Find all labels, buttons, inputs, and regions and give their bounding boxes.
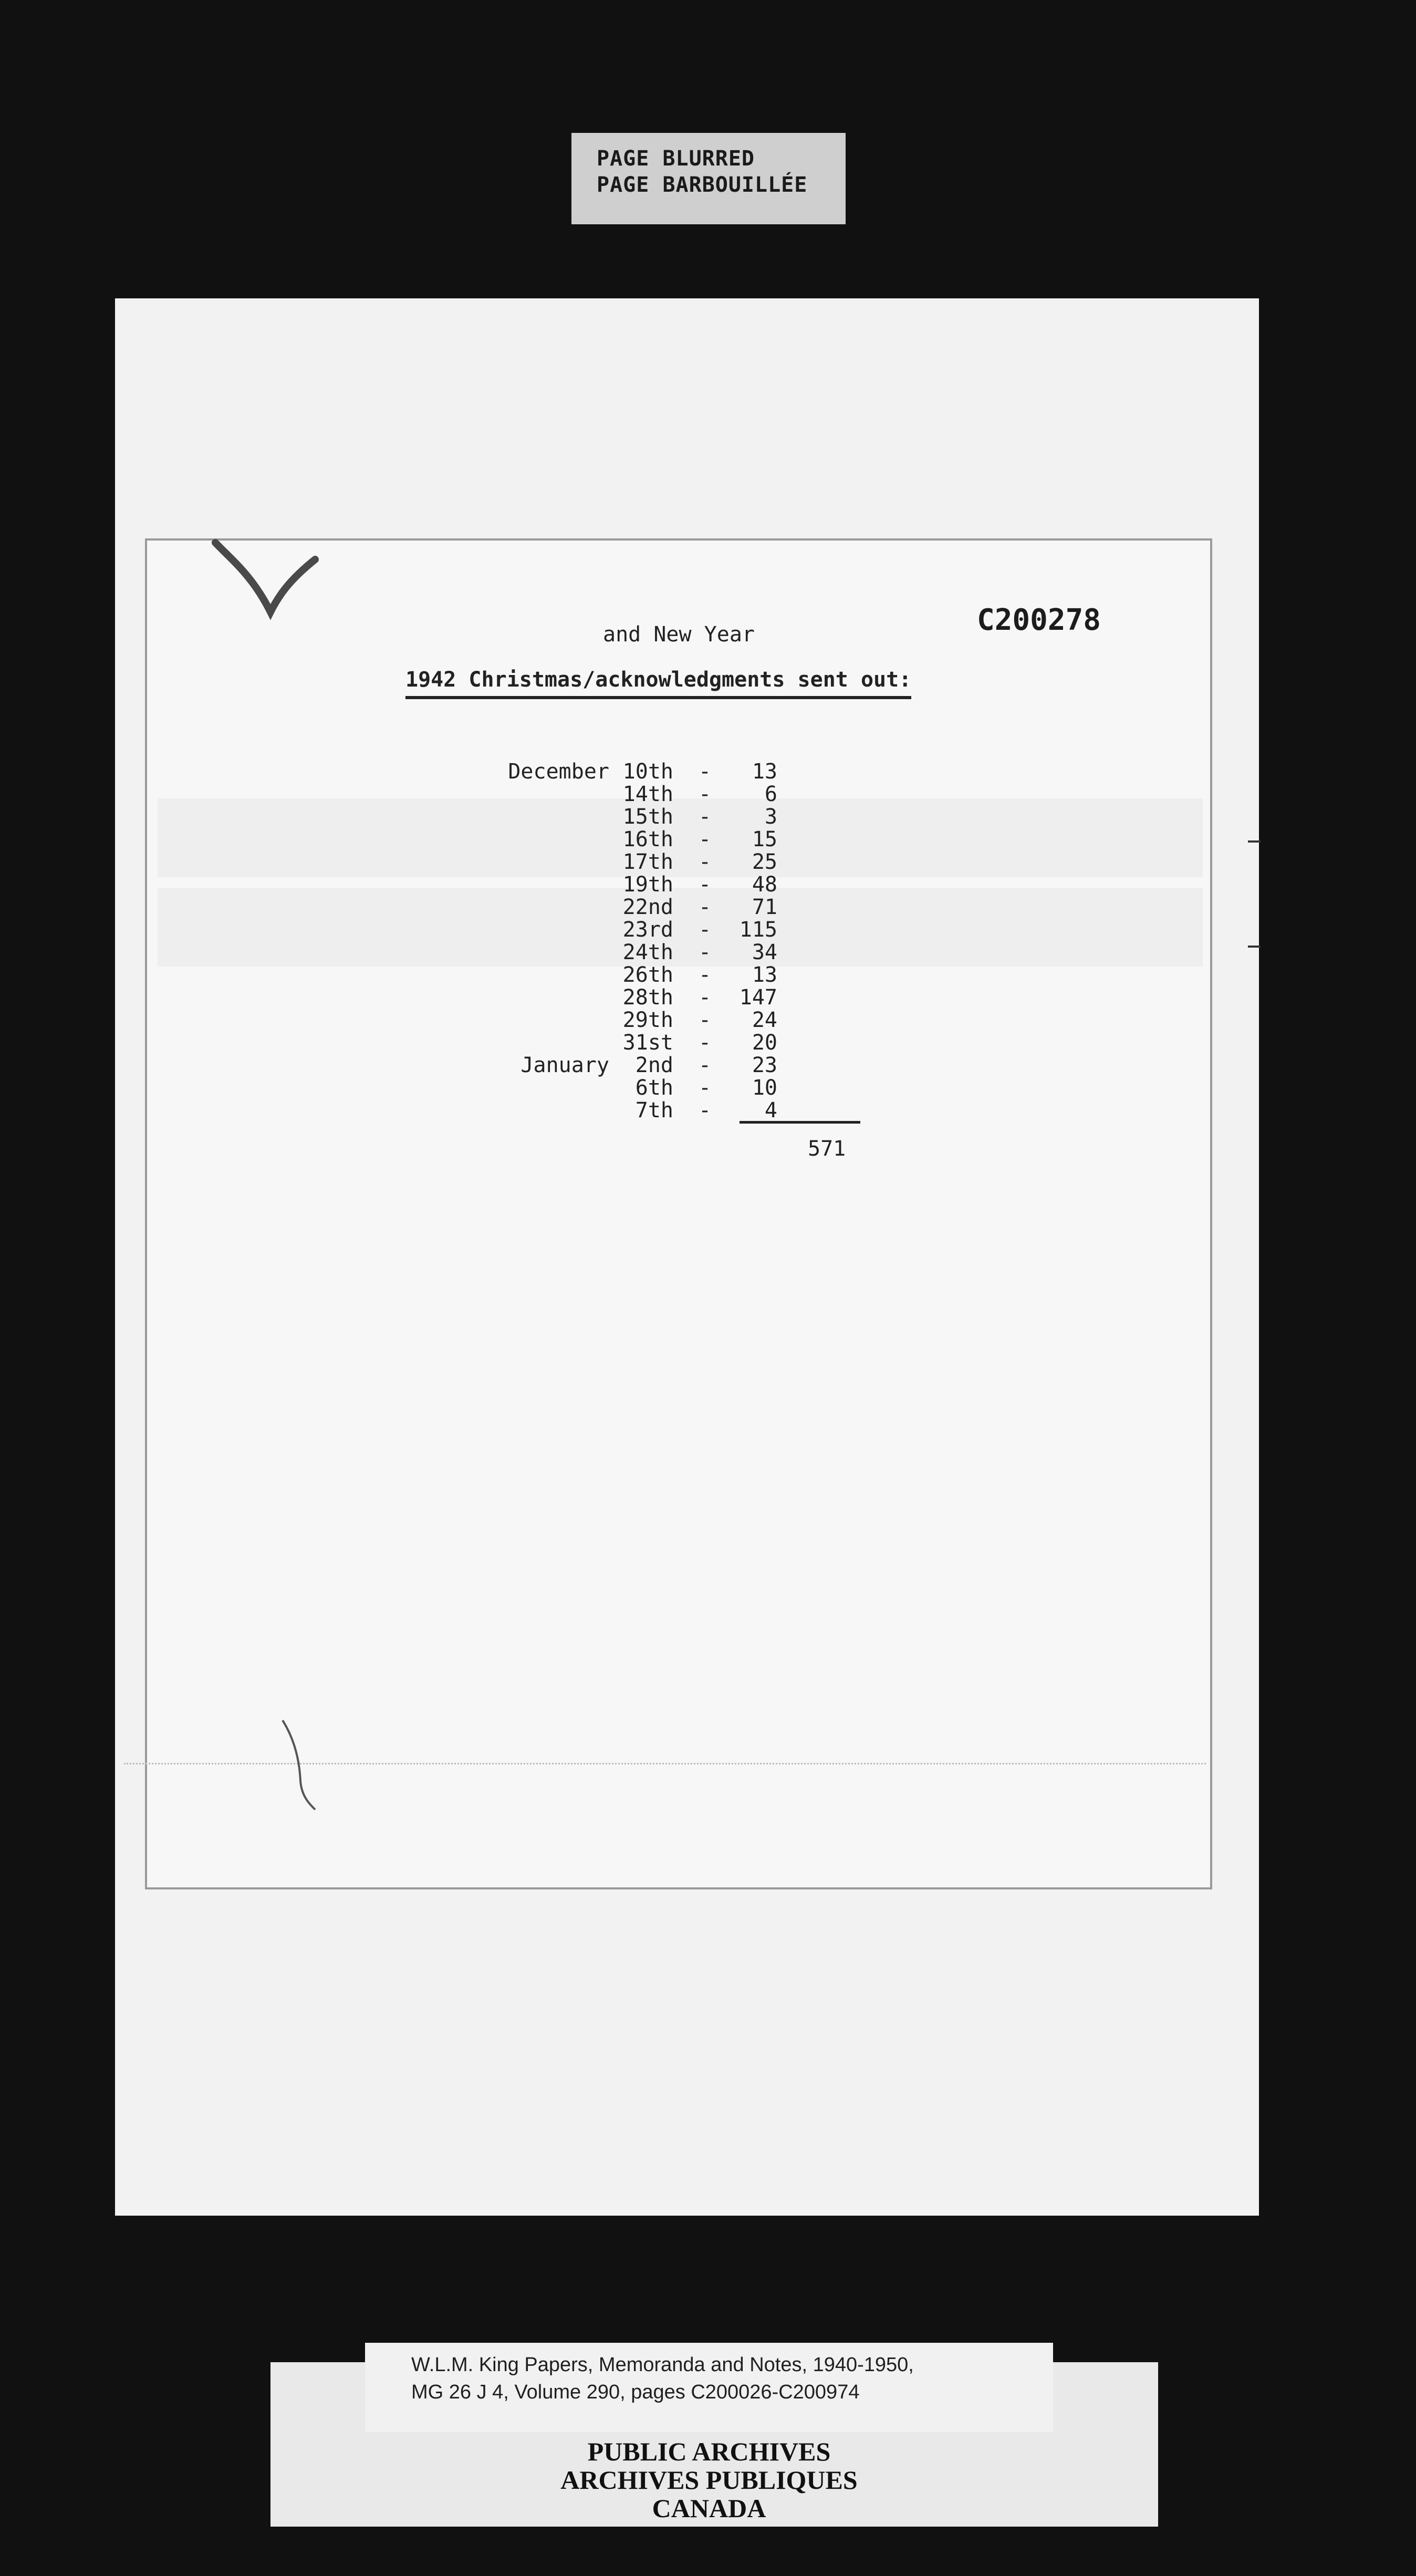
memo-sheet: [145, 538, 1212, 1889]
month-label: January: [520, 1053, 609, 1077]
count-value: 3: [764, 805, 777, 829]
day-label: 16th: [622, 827, 673, 851]
pen-mark-icon: [278, 1718, 320, 1812]
count-value: 115: [739, 918, 777, 942]
count-value: 13: [752, 760, 777, 784]
checkmark-icon: [210, 538, 326, 622]
dash-separator: -: [699, 985, 712, 1010]
day-label: 10th: [622, 760, 673, 784]
day-label: 2nd: [635, 1053, 673, 1077]
stamp-line-french: PAGE BARBOUILLÉE: [597, 173, 808, 197]
dash-separator: -: [699, 1053, 712, 1077]
day-label: 23rd: [622, 918, 673, 942]
archive-name-french: ARCHIVES PUBLIQUES: [560, 2465, 858, 2495]
day-label: 31st: [622, 1031, 673, 1055]
dash-separator: -: [699, 760, 712, 784]
stamp-line-english: PAGE BLURRED: [597, 147, 755, 171]
dash-separator: -: [699, 963, 712, 987]
count-value: 4: [764, 1098, 777, 1123]
day-label: 17th: [622, 850, 673, 874]
dash-separator: -: [699, 1031, 712, 1055]
count-value: 48: [752, 872, 777, 897]
document-number: C200278: [977, 603, 1101, 637]
day-label: 7th: [635, 1098, 673, 1123]
dash-separator: -: [699, 872, 712, 897]
faded-band: [158, 798, 1203, 877]
archive-country: CANADA: [652, 2494, 766, 2523]
count-value: 147: [739, 985, 777, 1010]
dash-separator: -: [699, 805, 712, 829]
citation-line: MG 26 J 4, Volume 290, pages C200026-C200974: [411, 2381, 860, 2403]
page-blurred-stamp: [571, 133, 846, 224]
dash-separator: -: [699, 918, 712, 942]
day-label: 24th: [622, 940, 673, 964]
day-label: 22nd: [622, 895, 673, 919]
count-value: 6: [764, 782, 777, 806]
dash-separator: -: [699, 895, 712, 919]
total-count: 571: [808, 1137, 846, 1161]
count-value: 71: [752, 895, 777, 919]
count-value: 25: [752, 850, 777, 874]
edge-tick: [1248, 840, 1261, 843]
heading-insertion: and New Year: [603, 622, 755, 647]
day-label: 6th: [635, 1076, 673, 1100]
day-label: 28th: [622, 985, 673, 1010]
count-value: 13: [752, 963, 777, 987]
dash-separator: -: [699, 782, 712, 806]
edge-tick: [1248, 946, 1261, 948]
day-label: 15th: [622, 805, 673, 829]
count-value: 24: [752, 1008, 777, 1032]
count-value: 10: [752, 1076, 777, 1100]
count-value: 23: [752, 1053, 777, 1077]
citation-line: W.L.M. King Papers, Memoranda and Notes, 1940-1950,: [411, 2354, 914, 2376]
archive-names: [365, 2437, 1053, 2522]
dash-separator: -: [699, 1098, 712, 1123]
dash-separator: -: [699, 827, 712, 851]
day-label: 29th: [622, 1008, 673, 1032]
sum-underline: [740, 1121, 860, 1124]
dash-separator: -: [699, 1008, 712, 1032]
day-label: 14th: [622, 782, 673, 806]
day-label: 19th: [622, 872, 673, 897]
dash-separator: -: [699, 850, 712, 874]
dash-separator: -: [699, 1076, 712, 1100]
count-value: 20: [752, 1031, 777, 1055]
faded-band: [158, 888, 1203, 967]
archive-citation: [411, 2351, 1042, 2406]
dash-separator: -: [699, 940, 712, 964]
month-label: December: [508, 760, 609, 784]
archive-label: [270, 2343, 1158, 2527]
count-value: 15: [752, 827, 777, 851]
count-value: 34: [752, 940, 777, 964]
document-heading: 1942 Christmas/acknowledgments sent out:: [405, 668, 911, 699]
archive-name-english: PUBLIC ARCHIVES: [587, 2437, 831, 2466]
day-label: 26th: [622, 963, 673, 987]
